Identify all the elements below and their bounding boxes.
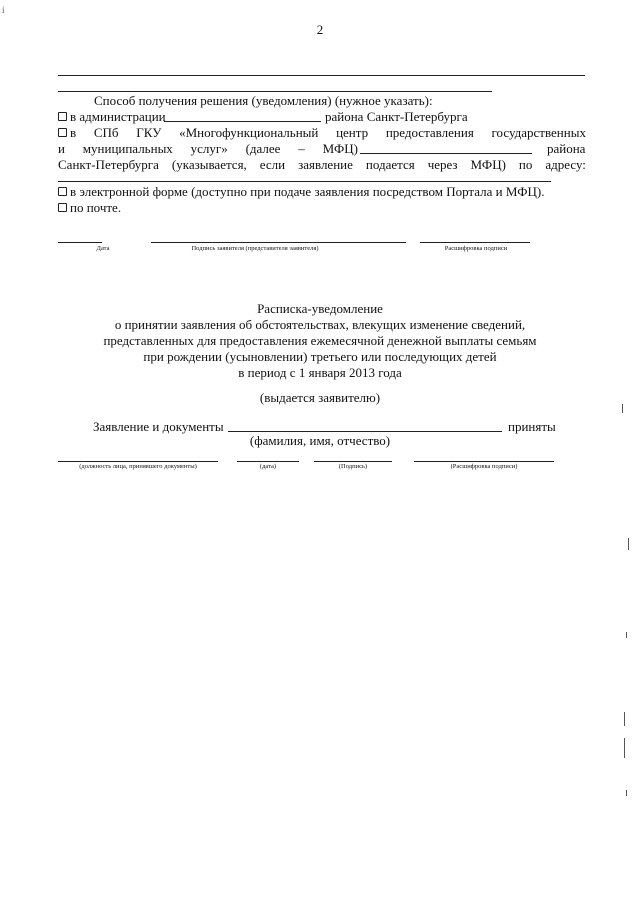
word: (далее xyxy=(245,141,281,156)
option-post[interactable] xyxy=(58,200,121,216)
option-mfc-line-1[interactable] xyxy=(58,125,586,141)
scan-artifact xyxy=(626,790,627,796)
word: (указывается, xyxy=(171,157,247,172)
word: Санкт-Петербурга xyxy=(58,157,159,172)
mfc-district-blank-line[interactable] xyxy=(360,153,532,154)
word: предоставления xyxy=(385,125,474,140)
word: муниципальных xyxy=(82,141,173,156)
date-caption-2: (дата) xyxy=(259,463,277,470)
decoding-line-2[interactable] xyxy=(414,461,554,462)
applicant-name-line[interactable] xyxy=(228,431,502,432)
option-mfc-first-word: в xyxy=(58,125,76,141)
decoding-caption-2: (Расшифровка подписи) xyxy=(450,463,518,470)
checkbox-icon[interactable] xyxy=(58,187,67,196)
date-line-1[interactable] xyxy=(58,242,102,243)
position-line[interactable] xyxy=(58,461,218,462)
word: по xyxy=(518,157,533,172)
address-blank-line[interactable] xyxy=(58,181,551,182)
option-mfc-line-3 xyxy=(58,157,586,173)
top-blank-line xyxy=(58,75,585,76)
scan-artifact xyxy=(626,632,627,638)
option-electronic-label: в электронной форме (доступно при подаче заявления посредством Портала и МФЦ). xyxy=(70,184,545,199)
signature-line-1[interactable] xyxy=(151,242,406,243)
scan-artifact xyxy=(622,404,623,413)
receipt-line-1: о принятии заявления об обстоятельствах, влекущих изменение сведений, xyxy=(114,317,526,332)
signature-caption-1: Подпись заявителя (представителя заявителя) xyxy=(191,245,319,252)
option-administration-suffix: района Санкт-Петербурга xyxy=(325,109,468,124)
position-caption: (должность лица, принявшего документы) xyxy=(79,463,197,470)
word: услуг» xyxy=(190,141,228,156)
word: центр xyxy=(336,125,369,140)
method-heading: Способ получения решения (уведомления) (нужное указать): xyxy=(94,93,433,108)
checkbox-icon[interactable] xyxy=(58,203,67,212)
fio-caption: (фамилия, имя, отчество) xyxy=(249,433,391,448)
signature-caption-2: (Подпись) xyxy=(338,463,368,470)
checkbox-icon[interactable] xyxy=(58,112,67,121)
scan-artifact xyxy=(628,538,629,550)
word: – xyxy=(298,141,305,156)
word: МФЦ) xyxy=(322,141,358,156)
word: СПб xyxy=(93,125,119,140)
word: ГКУ xyxy=(136,125,162,140)
option-administration-label: в администрации xyxy=(70,109,166,124)
option-post-label: по почте. xyxy=(70,200,122,215)
receipt-line-4: в период с 1 января 2013 года xyxy=(238,365,402,380)
receipt-title: Расписка-уведомление xyxy=(257,301,383,316)
signature-line-2[interactable] xyxy=(314,461,392,462)
word: если xyxy=(259,157,286,172)
scan-artifact xyxy=(624,712,625,726)
receipt-line-3: при рождении (усыновлении) третьего или последующих детей xyxy=(143,349,497,364)
decoding-caption-1: Расшифровка подписи xyxy=(444,245,508,252)
option-mfc-line-2 xyxy=(58,141,358,157)
word: адресу: xyxy=(545,157,586,172)
date-caption-1: Дата xyxy=(96,245,110,252)
stray-mark: i xyxy=(2,5,5,15)
receipt-line-2: представленных для предоставления ежемесячной денежной выплаты семьям xyxy=(103,333,537,348)
word: заявление xyxy=(298,157,353,172)
option-mfc-district: района xyxy=(547,141,586,156)
district-blank-line[interactable] xyxy=(164,121,321,122)
option-electronic[interactable] xyxy=(58,184,544,200)
date-line-2[interactable] xyxy=(237,461,299,462)
decoding-line-1[interactable] xyxy=(420,242,530,243)
accepted-prefix: Заявление и документы xyxy=(93,419,224,434)
scan-artifact xyxy=(624,738,625,758)
receipt-issued-note: (выдается заявителю) xyxy=(259,390,381,405)
word: и xyxy=(58,141,65,156)
second-blank-line xyxy=(58,91,492,92)
option-administration[interactable] xyxy=(58,109,166,125)
word: «Многофункциональный xyxy=(179,125,319,140)
word: государственных xyxy=(491,125,586,140)
accepted-suffix: приняты xyxy=(508,419,556,434)
page-number: 2 xyxy=(316,22,324,37)
checkbox-icon[interactable] xyxy=(58,128,67,137)
word: подается xyxy=(365,157,415,172)
word: через xyxy=(427,157,458,172)
word: МФЦ) xyxy=(470,157,506,172)
